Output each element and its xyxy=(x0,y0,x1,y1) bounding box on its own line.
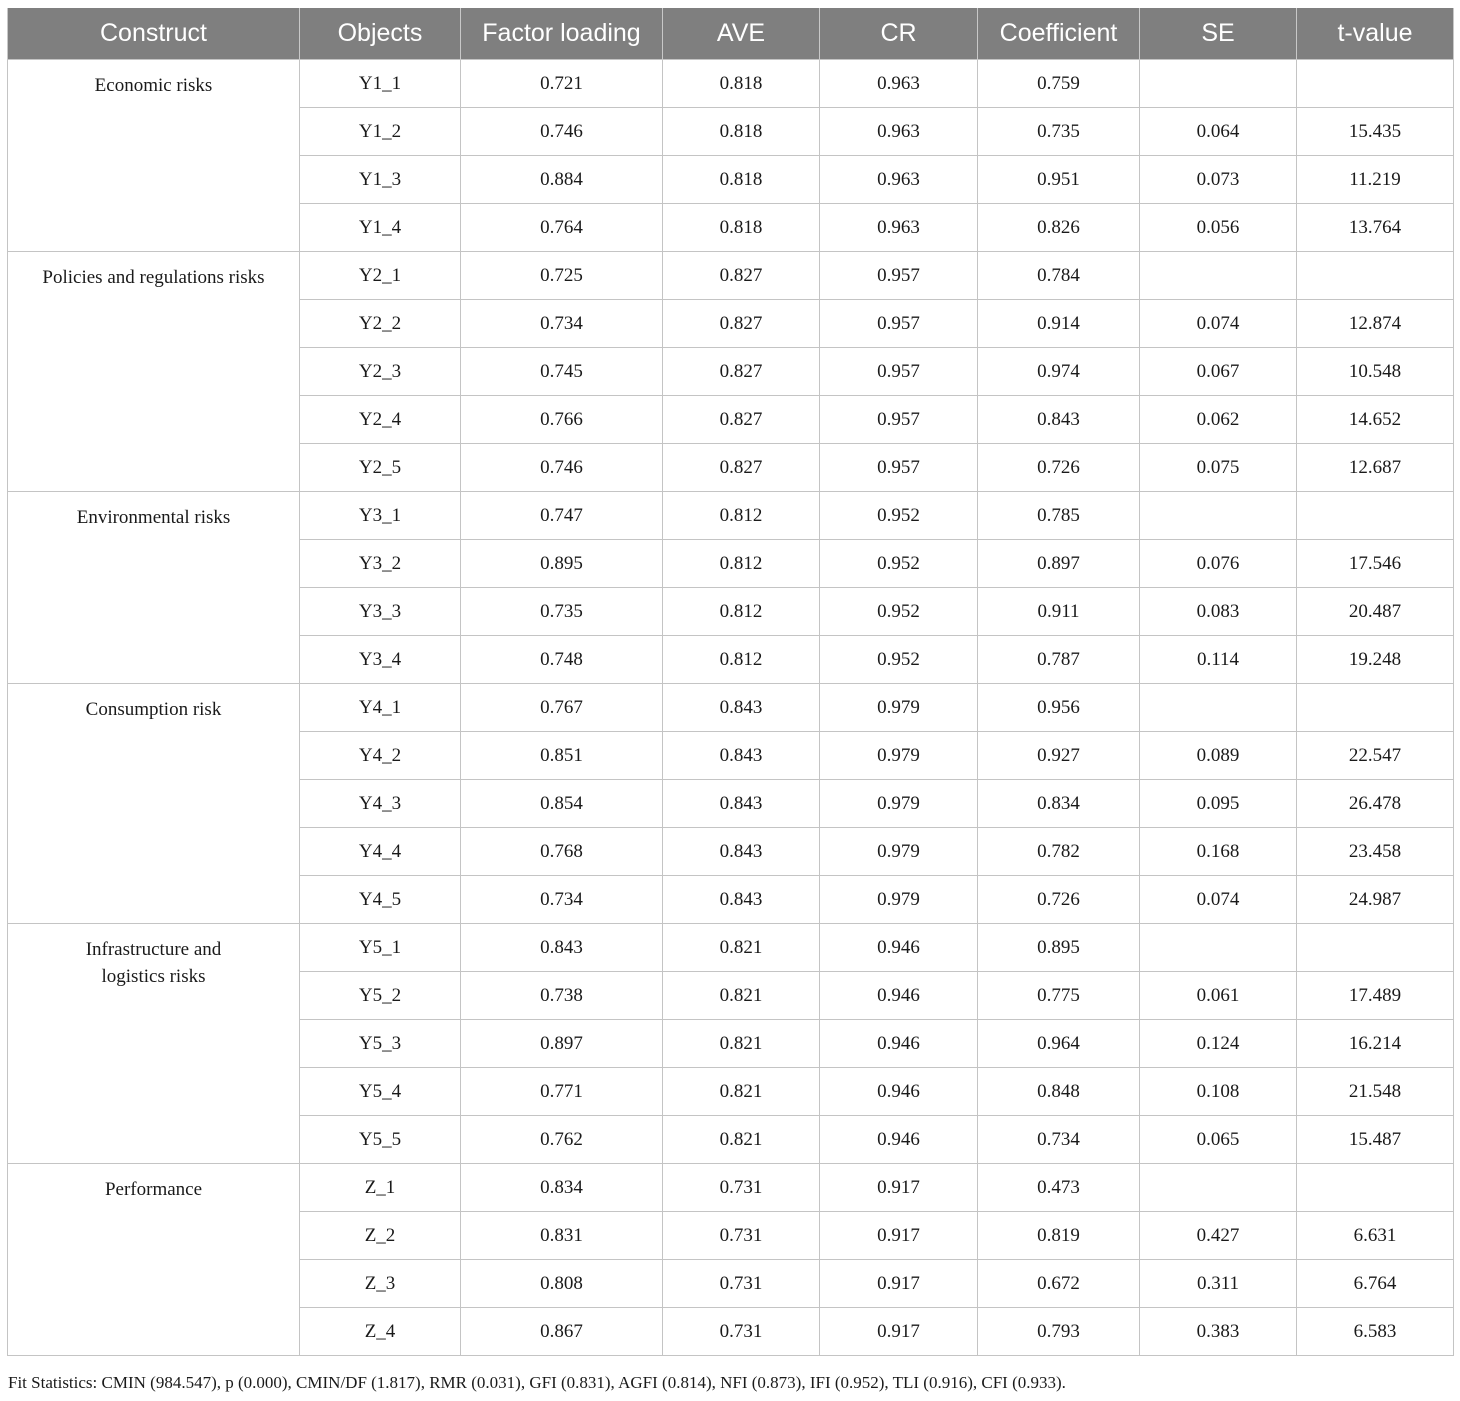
factor-loading-cell: 0.745 xyxy=(461,348,663,396)
table-row xyxy=(8,60,1454,108)
cr-cell: 0.917 xyxy=(820,1260,978,1308)
se-cell: 0.427 xyxy=(1140,1212,1297,1260)
factor-loading-cell: 0.766 xyxy=(461,396,663,444)
cr-cell: 0.917 xyxy=(820,1212,978,1260)
coefficient-cell: 0.473 xyxy=(978,1164,1140,1212)
t-value-cell: 19.248 xyxy=(1297,636,1454,684)
ave-cell: 0.843 xyxy=(663,732,820,780)
cr-cell: 0.963 xyxy=(820,60,978,108)
objects-cell: Y5_1 xyxy=(300,924,461,972)
se-cell: 0.074 xyxy=(1140,300,1297,348)
t-value-cell xyxy=(1297,684,1454,732)
t-value-cell xyxy=(1297,492,1454,540)
t-value-cell: 6.631 xyxy=(1297,1212,1454,1260)
factor-loading-cell: 0.834 xyxy=(461,1164,663,1212)
coefficient-cell: 0.785 xyxy=(978,492,1140,540)
objects-cell: Y2_5 xyxy=(300,444,461,492)
t-value-cell: 15.435 xyxy=(1297,108,1454,156)
cr-cell: 0.952 xyxy=(820,636,978,684)
factor-loading-cell: 0.735 xyxy=(461,588,663,636)
objects-cell: Y5_4 xyxy=(300,1068,461,1116)
ave-cell: 0.731 xyxy=(663,1308,820,1356)
ave-cell: 0.821 xyxy=(663,1020,820,1068)
objects-cell: Z_1 xyxy=(300,1164,461,1212)
objects-cell: Z_4 xyxy=(300,1308,461,1356)
se-cell: 0.114 xyxy=(1140,636,1297,684)
objects-cell: Y5_5 xyxy=(300,1116,461,1164)
header-coefficient: Coefficient xyxy=(978,8,1140,60)
se-cell xyxy=(1140,684,1297,732)
coefficient-cell: 0.787 xyxy=(978,636,1140,684)
cr-cell: 0.979 xyxy=(820,780,978,828)
coefficient-cell: 0.974 xyxy=(978,348,1140,396)
objects-cell: Y4_2 xyxy=(300,732,461,780)
construct-cell: Performance xyxy=(8,1164,300,1356)
objects-cell: Y4_3 xyxy=(300,780,461,828)
se-cell: 0.074 xyxy=(1140,876,1297,924)
ave-cell: 0.821 xyxy=(663,1116,820,1164)
ave-cell: 0.818 xyxy=(663,156,820,204)
factor-loading-cell: 0.768 xyxy=(461,828,663,876)
factor-loading-cell: 0.762 xyxy=(461,1116,663,1164)
construct-cell: Infrastructure and logistics risks xyxy=(8,924,300,1164)
header-construct: Construct xyxy=(8,8,300,60)
factor-loading-cell: 0.746 xyxy=(461,444,663,492)
factor-loading-cell: 0.734 xyxy=(461,876,663,924)
se-cell: 0.076 xyxy=(1140,540,1297,588)
coefficient-cell: 0.964 xyxy=(978,1020,1140,1068)
factor-loading-cell: 0.748 xyxy=(461,636,663,684)
se-cell: 0.124 xyxy=(1140,1020,1297,1068)
table-body xyxy=(8,60,1454,1356)
objects-cell: Y4_4 xyxy=(300,828,461,876)
cr-cell: 0.957 xyxy=(820,300,978,348)
ave-cell: 0.843 xyxy=(663,828,820,876)
se-cell: 0.065 xyxy=(1140,1116,1297,1164)
se-cell xyxy=(1140,492,1297,540)
cr-cell: 0.946 xyxy=(820,924,978,972)
ave-cell: 0.821 xyxy=(663,972,820,1020)
ave-cell: 0.827 xyxy=(663,252,820,300)
t-value-cell: 17.489 xyxy=(1297,972,1454,1020)
objects-cell: Z_2 xyxy=(300,1212,461,1260)
cr-cell: 0.979 xyxy=(820,732,978,780)
se-cell xyxy=(1140,1164,1297,1212)
ave-cell: 0.818 xyxy=(663,108,820,156)
coefficient-cell: 0.775 xyxy=(978,972,1140,1020)
se-cell xyxy=(1140,60,1297,108)
cr-cell: 0.946 xyxy=(820,1068,978,1116)
table-row xyxy=(8,492,1454,540)
cr-cell: 0.917 xyxy=(820,1308,978,1356)
cr-cell: 0.957 xyxy=(820,348,978,396)
coefficient-cell: 0.672 xyxy=(978,1260,1140,1308)
ave-cell: 0.827 xyxy=(663,444,820,492)
factor-loading-cell: 0.721 xyxy=(461,60,663,108)
coefficient-cell: 0.897 xyxy=(978,540,1140,588)
cr-cell: 0.979 xyxy=(820,828,978,876)
factor-loading-cell: 0.746 xyxy=(461,108,663,156)
coefficient-cell: 0.726 xyxy=(978,876,1140,924)
objects-cell: Y1_2 xyxy=(300,108,461,156)
table-row xyxy=(8,684,1454,732)
se-cell: 0.067 xyxy=(1140,348,1297,396)
factor-loading-cell: 0.831 xyxy=(461,1212,663,1260)
ave-cell: 0.812 xyxy=(663,636,820,684)
coefficient-cell: 0.848 xyxy=(978,1068,1140,1116)
ave-cell: 0.843 xyxy=(663,780,820,828)
cr-cell: 0.979 xyxy=(820,876,978,924)
t-value-cell: 20.487 xyxy=(1297,588,1454,636)
coefficient-cell: 0.826 xyxy=(978,204,1140,252)
se-cell: 0.311 xyxy=(1140,1260,1297,1308)
factor-loading-cell: 0.843 xyxy=(461,924,663,972)
objects-cell: Y3_4 xyxy=(300,636,461,684)
measurement-model-table xyxy=(7,8,1454,1356)
ave-cell: 0.812 xyxy=(663,588,820,636)
t-value-cell: 23.458 xyxy=(1297,828,1454,876)
cr-cell: 0.957 xyxy=(820,396,978,444)
objects-cell: Y2_2 xyxy=(300,300,461,348)
coefficient-cell: 0.759 xyxy=(978,60,1140,108)
coefficient-cell: 0.782 xyxy=(978,828,1140,876)
factor-loading-cell: 0.747 xyxy=(461,492,663,540)
coefficient-cell: 0.927 xyxy=(978,732,1140,780)
header-se: SE xyxy=(1140,8,1297,60)
ave-cell: 0.812 xyxy=(663,540,820,588)
cr-cell: 0.946 xyxy=(820,1116,978,1164)
se-cell: 0.062 xyxy=(1140,396,1297,444)
t-value-cell: 12.874 xyxy=(1297,300,1454,348)
cr-cell: 0.957 xyxy=(820,444,978,492)
factor-loading-cell: 0.851 xyxy=(461,732,663,780)
factor-loading-cell: 0.738 xyxy=(461,972,663,1020)
ave-cell: 0.731 xyxy=(663,1164,820,1212)
factor-loading-cell: 0.897 xyxy=(461,1020,663,1068)
table-row xyxy=(8,252,1454,300)
coefficient-cell: 0.956 xyxy=(978,684,1140,732)
coefficient-cell: 0.834 xyxy=(978,780,1140,828)
objects-cell: Z_3 xyxy=(300,1260,461,1308)
coefficient-cell: 0.784 xyxy=(978,252,1140,300)
se-cell: 0.083 xyxy=(1140,588,1297,636)
se-cell: 0.075 xyxy=(1140,444,1297,492)
factor-loading-cell: 0.734 xyxy=(461,300,663,348)
fit-statistics-footnote: Fit Statistics: CMIN (984.547), p (0.000), CMIN/DF (1.817), RMR (0.031), GFI (0.831), AGFI (0.814), NFI (0.873), IFI (0.952), TLI (0.916), CFI (0.933). xyxy=(8,1373,1066,1392)
coefficient-cell: 0.895 xyxy=(978,924,1140,972)
factor-loading-cell: 0.725 xyxy=(461,252,663,300)
se-cell: 0.064 xyxy=(1140,108,1297,156)
se-cell xyxy=(1140,924,1297,972)
se-cell: 0.073 xyxy=(1140,156,1297,204)
ave-cell: 0.843 xyxy=(663,684,820,732)
factor-loading-cell: 0.771 xyxy=(461,1068,663,1116)
construct-cell: Consumption risk xyxy=(8,684,300,924)
se-cell: 0.168 xyxy=(1140,828,1297,876)
table-header xyxy=(8,8,1454,60)
t-value-cell: 13.764 xyxy=(1297,204,1454,252)
header-t-value: t-value xyxy=(1297,8,1454,60)
cr-cell: 0.952 xyxy=(820,540,978,588)
se-cell: 0.108 xyxy=(1140,1068,1297,1116)
se-cell: 0.095 xyxy=(1140,780,1297,828)
ave-cell: 0.827 xyxy=(663,396,820,444)
table-row xyxy=(8,1164,1454,1212)
ave-cell: 0.821 xyxy=(663,924,820,972)
coefficient-cell: 0.843 xyxy=(978,396,1140,444)
t-value-cell xyxy=(1297,924,1454,972)
factor-loading-cell: 0.867 xyxy=(461,1308,663,1356)
coefficient-cell: 0.734 xyxy=(978,1116,1140,1164)
cr-cell: 0.946 xyxy=(820,972,978,1020)
t-value-cell: 21.548 xyxy=(1297,1068,1454,1116)
cr-cell: 0.946 xyxy=(820,1020,978,1068)
coefficient-cell: 0.951 xyxy=(978,156,1140,204)
cr-cell: 0.952 xyxy=(820,588,978,636)
factor-loading-cell: 0.764 xyxy=(461,204,663,252)
factor-loading-cell: 0.895 xyxy=(461,540,663,588)
ave-cell: 0.843 xyxy=(663,876,820,924)
objects-cell: Y4_5 xyxy=(300,876,461,924)
se-cell: 0.061 xyxy=(1140,972,1297,1020)
results-table-container xyxy=(7,8,1453,1356)
objects-cell: Y1_3 xyxy=(300,156,461,204)
header-row xyxy=(8,8,1454,60)
objects-cell: Y1_4 xyxy=(300,204,461,252)
se-cell: 0.089 xyxy=(1140,732,1297,780)
objects-cell: Y3_1 xyxy=(300,492,461,540)
coefficient-cell: 0.735 xyxy=(978,108,1140,156)
t-value-cell xyxy=(1297,1164,1454,1212)
t-value-cell: 6.583 xyxy=(1297,1308,1454,1356)
ave-cell: 0.827 xyxy=(663,348,820,396)
se-cell xyxy=(1140,252,1297,300)
header-objects: Objects xyxy=(300,8,461,60)
ave-cell: 0.812 xyxy=(663,492,820,540)
header-cr: CR xyxy=(820,8,978,60)
factor-loading-cell: 0.884 xyxy=(461,156,663,204)
objects-cell: Y3_2 xyxy=(300,540,461,588)
table-row xyxy=(8,924,1454,972)
ave-cell: 0.821 xyxy=(663,1068,820,1116)
construct-cell: Environmental risks xyxy=(8,492,300,684)
ave-cell: 0.731 xyxy=(663,1212,820,1260)
se-cell: 0.056 xyxy=(1140,204,1297,252)
cr-cell: 0.963 xyxy=(820,108,978,156)
t-value-cell: 12.687 xyxy=(1297,444,1454,492)
ave-cell: 0.827 xyxy=(663,300,820,348)
t-value-cell: 22.547 xyxy=(1297,732,1454,780)
se-cell: 0.383 xyxy=(1140,1308,1297,1356)
t-value-cell: 17.546 xyxy=(1297,540,1454,588)
objects-cell: Y2_3 xyxy=(300,348,461,396)
cr-cell: 0.979 xyxy=(820,684,978,732)
t-value-cell: 14.652 xyxy=(1297,396,1454,444)
t-value-cell xyxy=(1297,60,1454,108)
construct-cell: Policies and regulations risks xyxy=(8,252,300,492)
objects-cell: Y4_1 xyxy=(300,684,461,732)
t-value-cell: 10.548 xyxy=(1297,348,1454,396)
ave-cell: 0.818 xyxy=(663,60,820,108)
coefficient-cell: 0.819 xyxy=(978,1212,1140,1260)
factor-loading-cell: 0.808 xyxy=(461,1260,663,1308)
t-value-cell xyxy=(1297,252,1454,300)
cr-cell: 0.952 xyxy=(820,492,978,540)
objects-cell: Y2_1 xyxy=(300,252,461,300)
construct-cell: Economic risks xyxy=(8,60,300,252)
coefficient-cell: 0.911 xyxy=(978,588,1140,636)
objects-cell: Y3_3 xyxy=(300,588,461,636)
t-value-cell: 16.214 xyxy=(1297,1020,1454,1068)
cr-cell: 0.917 xyxy=(820,1164,978,1212)
t-value-cell: 15.487 xyxy=(1297,1116,1454,1164)
header-factor-loading: Factor loading xyxy=(461,8,663,60)
cr-cell: 0.963 xyxy=(820,156,978,204)
objects-cell: Y5_3 xyxy=(300,1020,461,1068)
objects-cell: Y2_4 xyxy=(300,396,461,444)
header-ave: AVE xyxy=(663,8,820,60)
objects-cell: Y1_1 xyxy=(300,60,461,108)
cr-cell: 0.957 xyxy=(820,252,978,300)
factor-loading-cell: 0.854 xyxy=(461,780,663,828)
coefficient-cell: 0.793 xyxy=(978,1308,1140,1356)
coefficient-cell: 0.914 xyxy=(978,300,1140,348)
t-value-cell: 11.219 xyxy=(1297,156,1454,204)
ave-cell: 0.731 xyxy=(663,1260,820,1308)
t-value-cell: 6.764 xyxy=(1297,1260,1454,1308)
coefficient-cell: 0.726 xyxy=(978,444,1140,492)
t-value-cell: 24.987 xyxy=(1297,876,1454,924)
cr-cell: 0.963 xyxy=(820,204,978,252)
t-value-cell: 26.478 xyxy=(1297,780,1454,828)
factor-loading-cell: 0.767 xyxy=(461,684,663,732)
objects-cell: Y5_2 xyxy=(300,972,461,1020)
ave-cell: 0.818 xyxy=(663,204,820,252)
